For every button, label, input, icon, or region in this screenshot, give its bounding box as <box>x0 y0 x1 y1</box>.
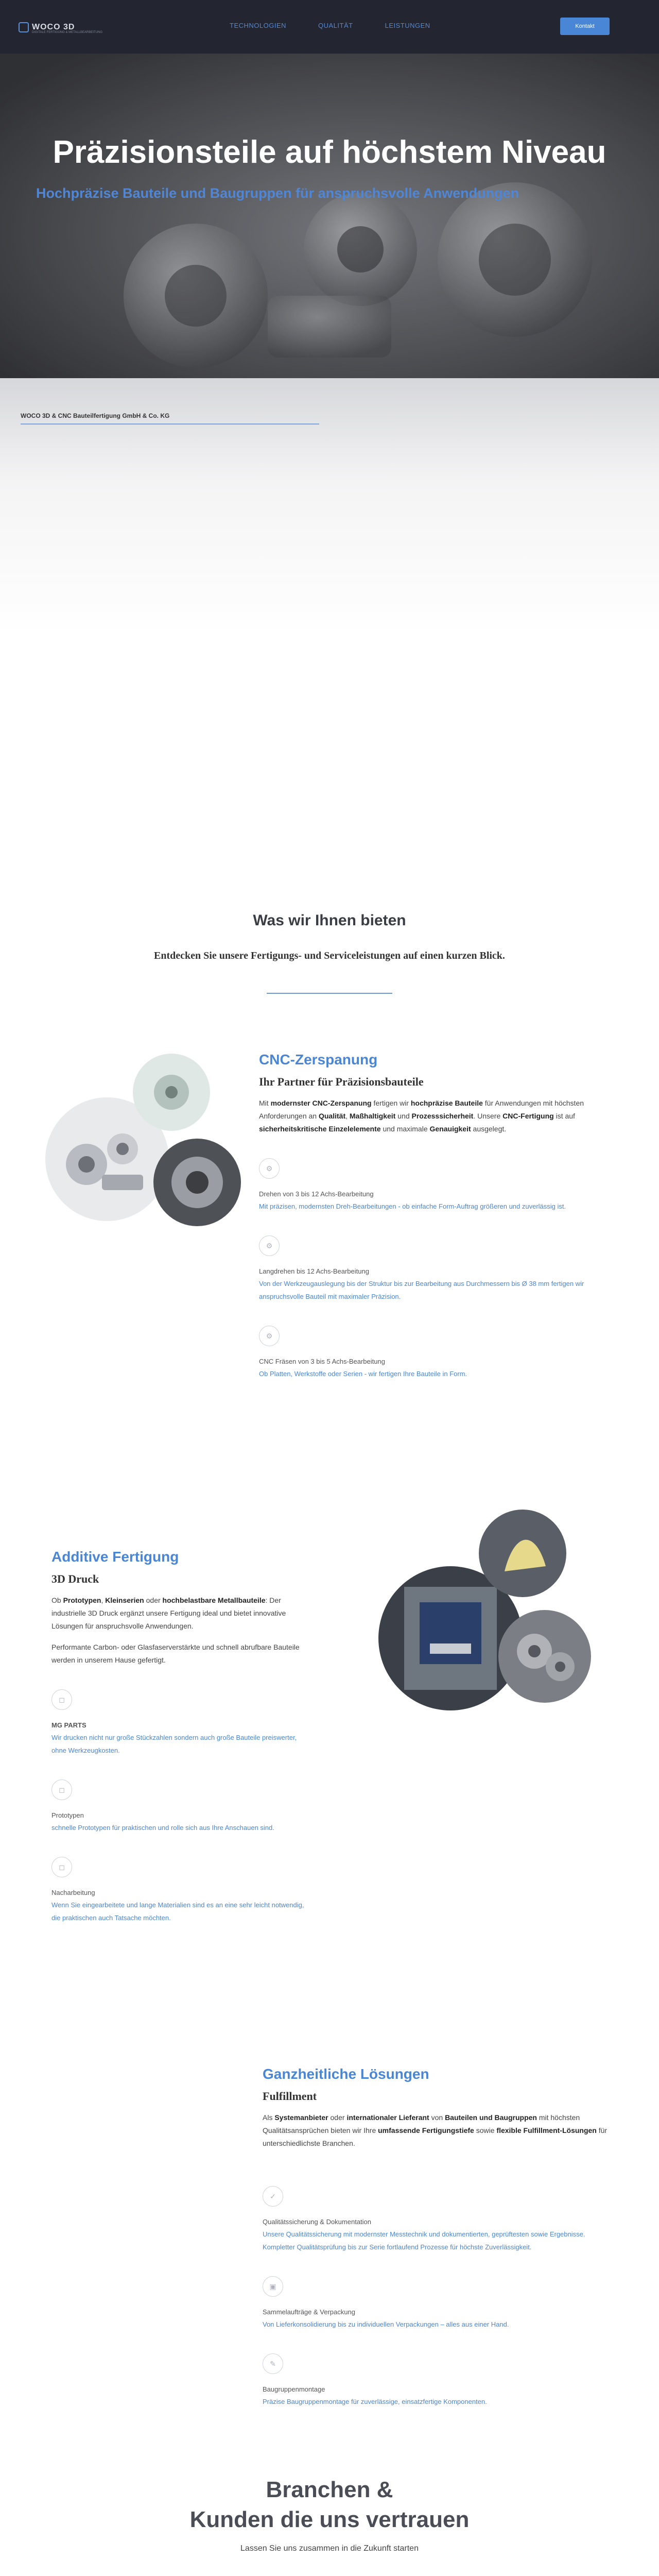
desc-text: mit höchsten Qualitätsansprüchen bieten wir Ihre <box>263 2113 580 2134</box>
feature-text: Wenn Sie eingearbeitete und lange Materialien sind es an eine sehr leicht notwendig, die praktischen auch Tatsache möchten. <box>51 1901 304 1922</box>
feature-item <box>259 1235 588 1303</box>
cube-icon: ◻ <box>51 1857 72 1877</box>
hero-title: Präzisionsteile auf höchstem Niveau <box>53 134 606 170</box>
cnc-image-bottom <box>153 1139 241 1226</box>
desc-text: für unterschiedlichste Branchen. <box>263 2126 608 2147</box>
gear-icon: ⚙ <box>259 1326 280 1346</box>
desc-text: sowie <box>474 2126 497 2134</box>
feature-label: Sammelaufträge & Verpackung <box>263 2308 355 2316</box>
site-header <box>0 0 659 54</box>
hero-background-image <box>0 54 659 378</box>
feature-label: Qualitätssicherung & Dokumentation <box>263 2218 372 2226</box>
logo-mark-icon <box>19 22 29 32</box>
desc-bold: Prozesssicherheit <box>411 1112 474 1120</box>
desc-text: Mit <box>259 1099 271 1107</box>
feature-item <box>51 1780 309 1834</box>
feature-label: Baugruppenmontage <box>263 2385 325 2393</box>
offer-title: Was wir Ihnen bieten <box>253 912 406 929</box>
desc-text: Als <box>263 2113 275 2122</box>
feature-text: Von der Werkzeugauslegung bis der Struktur bis zur Bearbeitung aus Durchmessern bis Ø 38 mm fertigen wir anspruchsvolle Bauteil mit maximaler Präzision. <box>259 1280 584 1300</box>
feature-label: MG PARTS <box>51 1721 86 1729</box>
desc-bold: Prototypen <box>63 1596 101 1604</box>
cnc-description <box>259 1097 588 1136</box>
desc-bold: flexible Fulfillment-Lösungen <box>496 2126 597 2134</box>
desc-text: : Der industrielle 3D Druck ergänzt unsere Fertigung ideal und bietet innovative Lösungen für anspruchsvolle Anwendungen. <box>51 1596 286 1630</box>
desc-text: und maximale <box>380 1125 430 1133</box>
desc-bold: CNC-Fertigung <box>502 1112 554 1120</box>
hero <box>0 54 659 378</box>
industries-subtitle: Lassen Sie uns zusammen in die Zukunft starten <box>240 2544 419 2553</box>
additive-service <box>51 1549 309 1924</box>
feature-text: schnelle Prototypen für praktischen und rolle sich aus Ihre Anschauen sind. <box>51 1824 274 1832</box>
contact-button[interactable]: Kontakt <box>560 18 610 35</box>
desc-text: Ob <box>51 1596 63 1604</box>
feature-item <box>263 2186 613 2253</box>
desc-bold: Kleinserien <box>105 1596 144 1604</box>
desc-text: oder <box>144 1596 163 1604</box>
cnc-service <box>259 1052 588 1380</box>
check-icon: ✓ <box>263 2186 283 2207</box>
desc-text: , <box>345 1112 350 1120</box>
nav-leistungen[interactable]: LEISTUNGEN <box>385 22 430 29</box>
desc-bold: hochbelastbare Metallbauteile <box>162 1596 266 1604</box>
additive-image-top <box>479 1510 566 1597</box>
desc-text: und <box>395 1112 412 1120</box>
feature-label: Prototypen <box>51 1811 84 1819</box>
breadcrumb: WOCO 3D & CNC Bauteilfertigung GmbH & Co. KG <box>21 412 170 419</box>
breadcrumb-area <box>0 378 659 636</box>
cnc-subtitle: Ihr Partner für Präzisionsbauteile <box>259 1075 424 1088</box>
industries-heading <box>0 2475 659 2576</box>
desc-bold: Qualität <box>318 1112 346 1120</box>
feature-item <box>51 1689 309 1757</box>
additive-subtitle: 3D Druck <box>51 1572 99 1585</box>
desc-bold: hochpräzise Bauteile <box>410 1099 483 1107</box>
feature-text: Von Lieferkonsolidierung bis zu individuellen Verpackungen – alles aus einer Hand. <box>263 2320 509 2328</box>
industries-title-line1: Branchen & <box>266 2477 393 2502</box>
feature-text: Ob Platten, Werkstoffe oder Serien - wir fertigen Ihre Bauteile in Form. <box>259 1370 467 1378</box>
logo[interactable] <box>19 20 101 35</box>
additive-description <box>51 1594 309 1633</box>
additive-description-2: Performante Carbon- oder Glasfaserverstärkte und schnell abrufbare Bauteile werden in unserem Hause gefertigt. <box>51 1643 300 1664</box>
offer-subtitle: Entdecken Sie unsere Fertigungs- und Serviceleistungen auf einen kurzen Blick. <box>154 950 505 961</box>
box-icon: ▣ <box>263 2276 283 2297</box>
feature-item <box>263 2276 613 2331</box>
industries-title-line2: Kunden die uns vertrauen <box>189 2507 470 2532</box>
desc-bold: modernster CNC-Zerspanung <box>270 1099 372 1107</box>
desc-bold: Genauigkeit <box>429 1125 471 1133</box>
desc-bold: sicherheitskritische Einzelelemente <box>259 1125 381 1133</box>
wrench-icon: ✎ <box>263 2353 283 2374</box>
desc-bold: umfassende Fertigungstiefe <box>378 2126 474 2134</box>
desc-bold: Maßhaltigkeit <box>349 1112 396 1120</box>
cube-icon: ◻ <box>51 1780 72 1800</box>
solutions-description <box>263 2111 613 2150</box>
feature-label: CNC Fräsen von 3 bis 5 Achs-Bearbeitung <box>259 1358 385 1365</box>
cnc-image-top <box>133 1054 210 1131</box>
nav-technologien[interactable]: TECHNOLOGIEN <box>230 22 287 29</box>
gear-icon: ⚙ <box>259 1235 280 1256</box>
breadcrumb-divider <box>21 423 319 425</box>
desc-text: fertigen wir <box>371 1099 411 1107</box>
feature-item <box>259 1326 588 1380</box>
feature-text: Wir drucken nicht nur große Stückzahlen sondern auch große Bauteile preiswerter, ohne Werkzeugkosten. <box>51 1734 297 1754</box>
feature-text: Mit präzisen, modernsten Dreh-Bearbeitungen - ob einfache Form-Auftrag größeren und zuverlässig ist. <box>259 1202 566 1210</box>
additive-image-bottom <box>498 1610 591 1703</box>
hero-subtitle: Hochpräzise Bauteile und Baugruppen für anspruchsvolle Anwendungen <box>36 185 519 201</box>
offer-heading <box>0 912 659 994</box>
desc-text: . Unsere <box>473 1112 503 1120</box>
feature-item <box>51 1857 309 1924</box>
feature-item <box>259 1158 588 1213</box>
desc-text: ist auf <box>553 1112 575 1120</box>
industries-title <box>0 2475 659 2535</box>
offer-divider <box>267 993 392 994</box>
desc-bold: Systemanbieter <box>274 2113 328 2122</box>
desc-text: oder <box>328 2113 347 2122</box>
feature-label: Drehen von 3 bis 12 Achs-Bearbeitung <box>259 1190 374 1198</box>
desc-text: ausgelegt. <box>471 1125 507 1133</box>
desc-bold: Bauteilen und Baugruppen <box>445 2113 537 2122</box>
solutions-title: Ganzheitliche Lösungen <box>263 2066 429 2082</box>
desc-text: für Anwendungen mit höchsten Anforderungen an <box>259 1099 584 1120</box>
feature-text: Präzise Baugruppenmontage für zuverlässige, einsatzfertige Komponenten. <box>263 2398 487 2405</box>
cube-icon: ◻ <box>51 1689 72 1710</box>
desc-text: von <box>429 2113 445 2122</box>
gear-icon: ⚙ <box>259 1158 280 1179</box>
logo-text: WOCO 3D <box>32 23 75 31</box>
solutions-service <box>263 2066 613 2408</box>
desc-bold: internationaler Lieferant <box>346 2113 429 2122</box>
feature-label: Nacharbeitung <box>51 1889 95 1896</box>
desc-text: , <box>101 1596 106 1604</box>
logo-subtitle: DIGITALE FERTIGUNG & METALLBEARBEITUNG <box>32 31 103 34</box>
feature-item <box>263 2353 613 2408</box>
solutions-subtitle: Fulfillment <box>263 2090 317 2103</box>
feature-label: Langdrehen bis 12 Achs-Bearbeitung <box>259 1267 369 1275</box>
cnc-title: CNC-Zerspanung <box>259 1052 378 1067</box>
main-nav <box>230 22 430 29</box>
additive-title: Additive Fertigung <box>51 1549 179 1565</box>
nav-qualitaet[interactable]: QUALITÄT <box>318 22 353 29</box>
feature-text: Unsere Qualitätssicherung mit modernster Messtechnik und dokumentierten, geprüftesten sowie Ergebnisse. Kompletter Qualitätsprüfung bis zur Serie fortlaufend Prozesse für höchste Zuverlässigkeit. <box>263 2230 585 2251</box>
